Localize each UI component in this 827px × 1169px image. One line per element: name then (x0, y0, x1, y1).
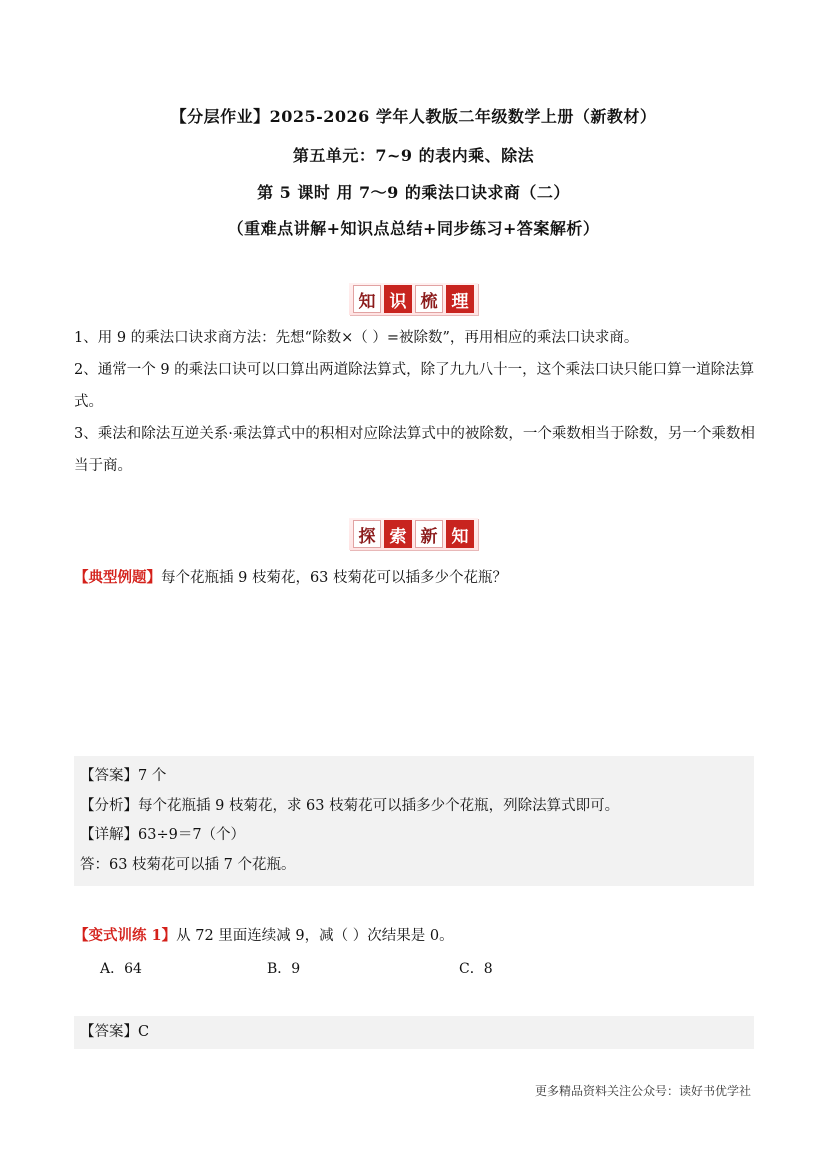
example-text: 每个花瓶插 9 枝菊花，63 枝菊花可以插多少个花瓶？ (161, 570, 508, 586)
example-question (74, 566, 758, 587)
variant-tag: 【变式训练 1】 (74, 927, 177, 944)
badge-char: 知 (446, 520, 474, 548)
footer-note: 更多精品资料关注公众号：读好书优学社 (534, 1084, 751, 1098)
badge-char: 知 (353, 285, 381, 313)
knowledge-point-1: 1、用 9 的乘法口诀求商方法：先想“除数×（ ）=被除数”，再用相应的乘法口诀求商。 (74, 330, 639, 346)
subtitle: （重难点讲解+知识点总结+同步练习+答案解析） (227, 219, 600, 238)
variant-answer: 【答案】C (80, 1024, 150, 1040)
answer-line: 【答案】7 个 (80, 768, 167, 784)
example-tag: 【典型例题】 (74, 569, 161, 586)
badge-char: 新 (415, 520, 443, 548)
answer-options (100, 958, 700, 978)
lesson-title: 第 5 课时 用 7～9 的乘法口诀求商（二） (257, 183, 570, 202)
knowledge-point-2: 2、通常一个 9 的乘法口诀可以口算出两道除法算式，除了九九八十一，这个乘法口诀只能口算一道除法算式。 (74, 362, 755, 410)
knowledge-summary-badge (0, 283, 827, 315)
doc-title: 【分层作业】2025-2026 学年人教版二年级数学上册（新教材） (170, 107, 657, 126)
badge-char: 探 (353, 520, 381, 548)
unit-title: 第五单元：7~9 的表内乘、除法 (292, 146, 535, 165)
detail-line: 【详解】63÷9＝7（个） (80, 827, 246, 843)
option-a: A．64 (100, 961, 142, 977)
explore-badge (0, 518, 827, 550)
badge-char: 梳 (415, 285, 443, 313)
reply-line: 答：63 枝菊花可以插 7 个花瓶。 (80, 856, 296, 873)
option-c: C．8 (459, 961, 493, 977)
example-answer-box (74, 756, 754, 886)
variant-question (74, 924, 758, 945)
knowledge-point-3: 3、乘法和除法互逆关系·乘法算式中的积相对应除法算式中的被除数，一个乘数相当于除数，另一个乘数相当于商。 (74, 426, 755, 474)
variant-answer-box (74, 1016, 754, 1049)
badge-char: 理 (446, 285, 474, 313)
badge-char: 识 (384, 285, 412, 313)
variant-text: 从 72 里面连续减 9，减（ ）次结果是 0。 (176, 928, 454, 944)
option-b: B．9 (267, 961, 301, 977)
analysis-line: 【分析】每个花瓶插 9 枝菊花，求 63 枝菊花可以插多少个花瓶，列除法算式即可。 (80, 797, 620, 814)
badge-char: 索 (384, 520, 412, 548)
